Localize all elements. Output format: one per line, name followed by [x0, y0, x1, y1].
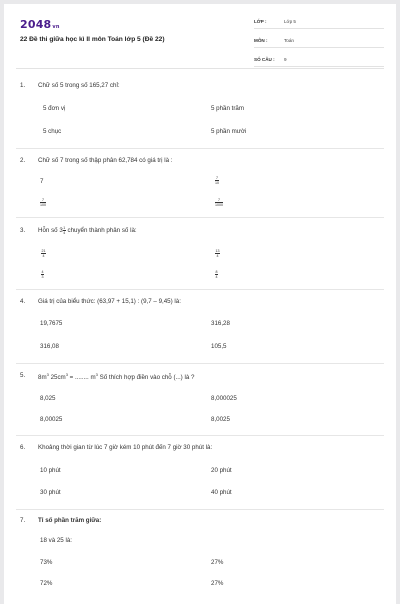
question-divider — [16, 148, 384, 149]
fraction: $\frac{21}{4}$ — [41, 249, 46, 258]
question-number: 3. — [20, 227, 26, 234]
question-divider — [16, 509, 384, 510]
fraction: $\frac{7}{10}$ — [215, 176, 219, 185]
fraction: $\frac{13}{4}$ — [215, 249, 220, 258]
question-number: 7. — [20, 517, 26, 524]
question-number: 1. — [20, 82, 26, 89]
fraction: $\frac{1}{4}$ — [63, 226, 66, 235]
meta-count — [254, 56, 384, 67]
answer-option-fraction[interactable] — [215, 198, 223, 207]
answer-option-fraction[interactable] — [41, 270, 44, 279]
question-text: Tỉ số phần trăm giữa: — [38, 517, 102, 524]
answer-option[interactable]: 105,5 — [211, 343, 227, 350]
answer-option[interactable]: 8,0025 — [211, 416, 230, 423]
question-subtext: 18 và 25 là: — [40, 537, 72, 544]
header-divider — [16, 68, 384, 69]
meta-class-value: Lớp 5 — [284, 19, 296, 24]
answer-option-fraction[interactable] — [40, 198, 46, 207]
meta-subject-label: MÔN : — [254, 38, 268, 43]
question-divider — [16, 289, 384, 290]
question-divider — [16, 217, 384, 218]
answer-option-fraction[interactable] — [41, 249, 46, 258]
question-divider — [16, 435, 384, 436]
meta-subject — [254, 37, 384, 48]
meta-count-label: SỐ CÂU : — [254, 57, 275, 62]
answer-option-fraction[interactable] — [215, 270, 218, 279]
question-number: 6. — [20, 444, 26, 451]
answer-option[interactable]: 72% — [40, 580, 53, 587]
meta-class — [254, 18, 384, 29]
meta-panel — [254, 18, 384, 75]
answer-option[interactable]: 8,025 — [40, 395, 56, 402]
answer-option[interactable]: 316,08 — [40, 343, 59, 350]
question-text: Hỗn số 3 $\frac{1}{4}$ chuyển thành phân số là: — [38, 226, 137, 235]
question-number: 2. — [20, 157, 26, 164]
answer-option[interactable]: 8,00025 — [40, 416, 63, 423]
question-text: $8m^3$ $25cm^3$ = ........ $m^3$ Số thích hợp điền vào chỗ (...) là ? — [38, 372, 195, 382]
answer-option[interactable]: 19,7675 — [40, 320, 63, 327]
fraction: $\frac{7}{1000}$ — [215, 198, 223, 207]
worksheet-page — [4, 4, 396, 604]
page-title: 22 Đề thi giữa học kì II môn Toán lớp 5 (Đề 22) — [20, 36, 165, 43]
fraction: $\frac{7}{100}$ — [40, 198, 46, 207]
answer-option[interactable]: 20 phút — [211, 467, 232, 474]
meta-count-value: 9 — [284, 57, 287, 62]
answer-option[interactable]: 5 chục — [43, 128, 62, 135]
answer-option-fraction[interactable] — [215, 176, 219, 185]
answer-option[interactable]: 5 đơn vị — [43, 105, 66, 112]
answer-option[interactable]: 5 phần trăm — [211, 105, 245, 112]
fraction: $\frac{4}{3}$ — [41, 270, 44, 279]
answer-option[interactable]: 7 — [40, 178, 44, 185]
question-text: Chữ số 5 trong số 165,27 chỉ: — [38, 82, 120, 89]
fraction: $\frac{8}{4}$ — [215, 270, 218, 279]
answer-option[interactable]: 8,000025 — [211, 395, 237, 402]
logo-suffix: vn — [52, 24, 60, 30]
answer-option[interactable]: 27% — [211, 580, 224, 587]
answer-option-fraction[interactable] — [215, 249, 220, 258]
question-text: Chữ số 7 trong số thập phân 62,784 có giá trị là : — [38, 157, 173, 164]
answer-option[interactable]: 5 phần mười — [211, 128, 247, 135]
question-number: 5. — [20, 372, 26, 379]
meta-subject-value: Toán — [284, 38, 294, 43]
question-text: Khoảng thời gian từ lúc 7 giờ kém 10 phút đến 7 giờ 30 phút là: — [38, 444, 213, 451]
question-divider — [16, 363, 384, 364]
answer-option[interactable]: 40 phút — [211, 489, 232, 496]
answer-option[interactable]: 73% — [40, 559, 53, 566]
question-text: Giá trị của biểu thức: (63,97 + 15,1) : (9,7 – 9,45) là: — [38, 298, 181, 305]
logo-text: 2048 — [20, 18, 52, 31]
question-number: 4. — [20, 298, 26, 305]
site-logo[interactable] — [20, 18, 60, 31]
answer-option[interactable]: 27% — [211, 559, 224, 566]
answer-option[interactable]: 10 phút — [40, 467, 61, 474]
answer-option[interactable]: 30 phút — [40, 489, 61, 496]
answer-option[interactable]: 316,28 — [211, 320, 230, 327]
meta-class-label: LỚP : — [254, 19, 267, 24]
